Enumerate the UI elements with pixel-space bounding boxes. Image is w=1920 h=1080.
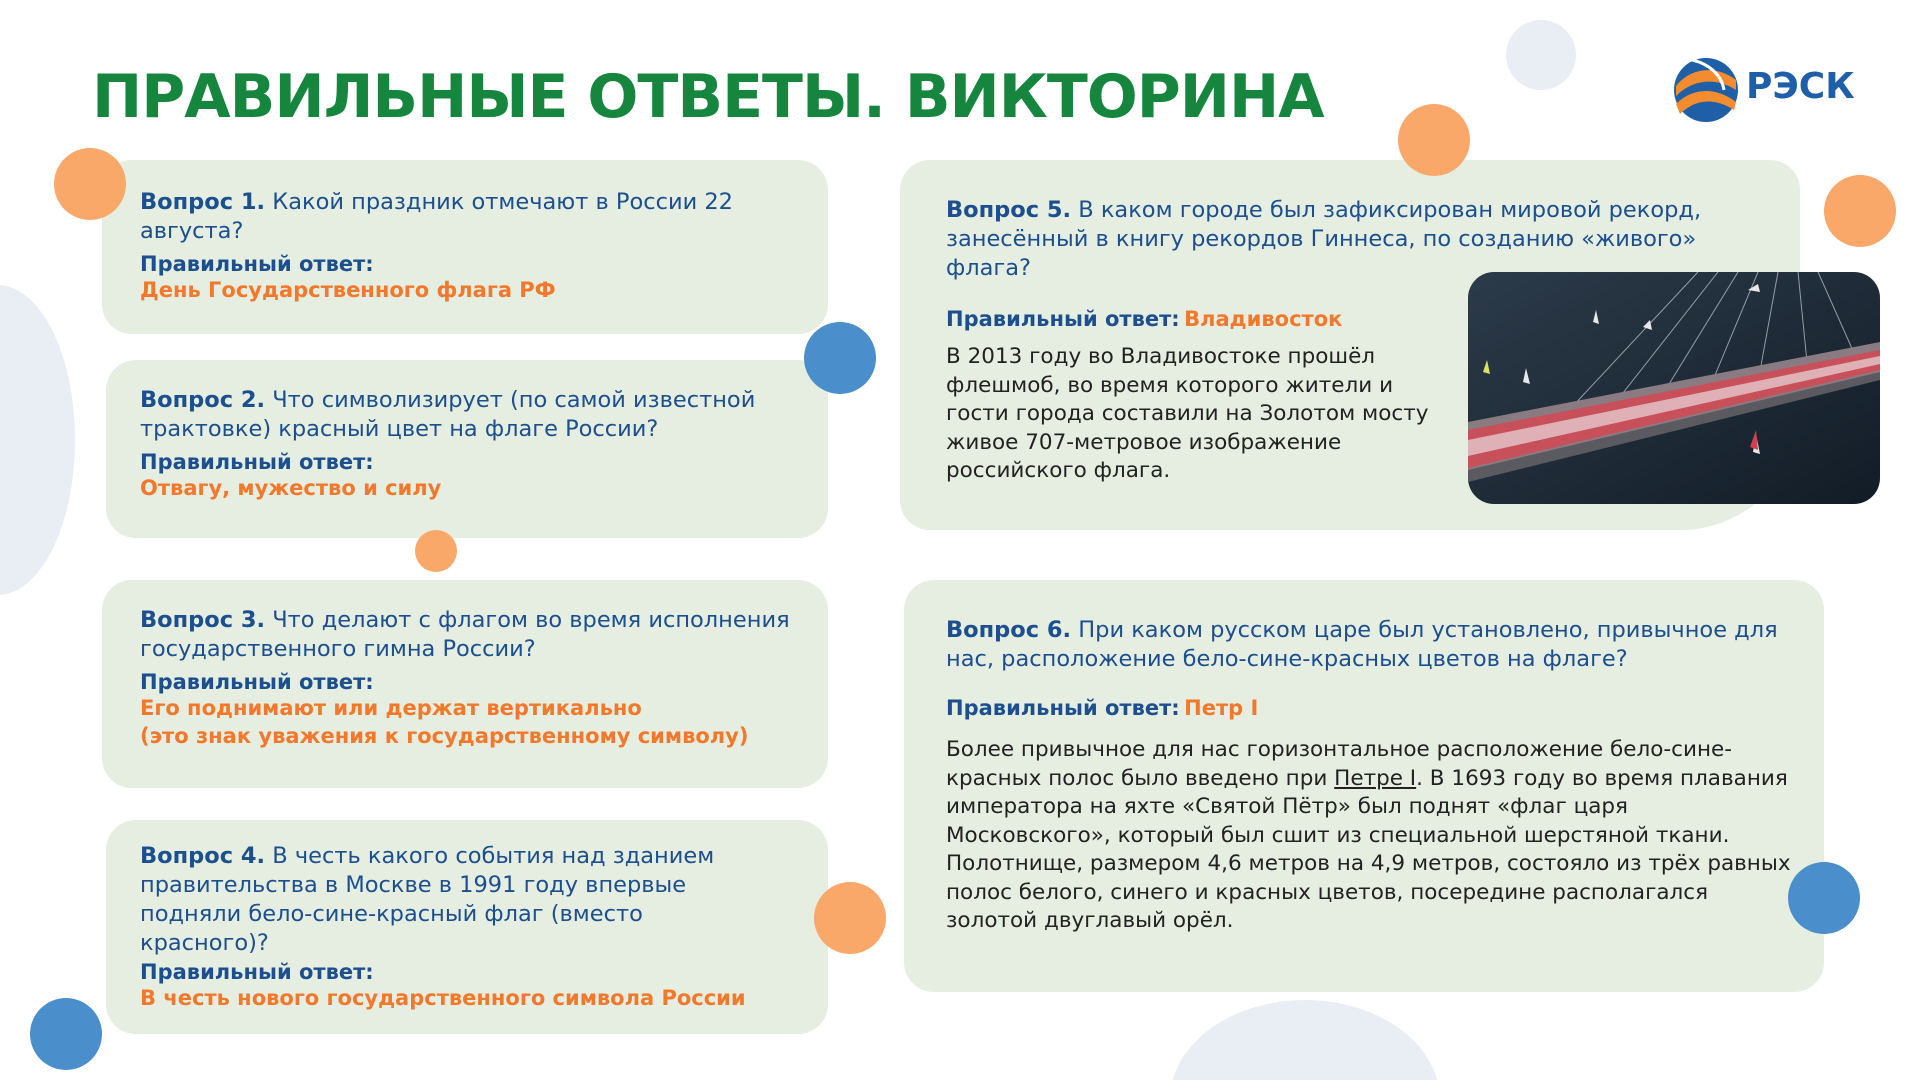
question-text: Вопрос 3. Что делают с флагом во время исполнения государственного гимна России? — [140, 607, 790, 662]
company-logo — [1672, 52, 1862, 128]
question-text: Вопрос 6. При каком русском царе был установлено, привычное для нас, расположение бело-сине-красных цветов на флаге? — [946, 617, 1778, 672]
decor-circle-orange-5 — [1824, 175, 1896, 247]
answer-text: Отвагу, мужество и силу — [140, 476, 442, 500]
decor-circle-blue-1 — [804, 322, 876, 394]
answer-description: Более привычное для нас горизонтальное расположение бело-сине-красных полос было введено при Петре I. В 1693 году во время плавания императора на яхте «Святой Пётр» был поднят «флаг царя Московского», который был сшит из специальной шерстяной ткани. Полотнище, размером 4,6 метров на 4,9 метров, состояло из трёх равных полос белого, синего и красных цветов, посередине располагался золотой двуглавый орёл. — [946, 737, 1791, 933]
decor-circle-pale-bottom — [1170, 1000, 1440, 1080]
decor-circle-orange-1 — [54, 148, 126, 220]
decor-circle-orange-4 — [1398, 104, 1470, 176]
answer-label: Правильный ответ: — [140, 450, 374, 474]
answer-label: Правильный ответ: — [140, 252, 374, 276]
answer-text: В честь нового государственного символа России — [140, 986, 746, 1010]
answer-label: Правильный ответ: — [140, 670, 374, 694]
answer-text: Его поднимают или держат вертикально — [140, 696, 642, 720]
answer-text: Владивосток — [1184, 307, 1343, 331]
answer-text: Петр I — [1184, 696, 1259, 720]
logo-text: РЭСК — [1746, 66, 1855, 107]
question-text: Вопрос 2. Что символизирует (по самой известной трактовке) красный цвет на флаге России? — [140, 387, 756, 442]
answer-label: Правильный ответ: — [140, 960, 374, 984]
question-card-2 — [106, 360, 828, 538]
decor-circle-orange-3 — [814, 882, 886, 954]
question-text: Вопрос 1. Какой праздник отмечают в России 22 августа? — [140, 189, 734, 244]
decor-circle-blue-3 — [1788, 862, 1860, 934]
bridge-photo-illustration — [1468, 272, 1880, 504]
logo-globe-icon — [1672, 56, 1740, 124]
question-text: Вопрос 5. В каком городе был зафиксирован мировой рекорд, занесённый в книгу рекордов Гиннеса, по созданию «живого» флага? — [946, 197, 1702, 281]
decor-circle-pale-left — [0, 285, 75, 595]
question-card-4 — [106, 820, 828, 1034]
peter-link[interactable]: Петре I — [1334, 765, 1417, 791]
decor-circle-pale-top — [1506, 20, 1576, 90]
question-card-3 — [102, 580, 828, 788]
decor-circle-orange-2 — [415, 530, 457, 572]
golden-bridge-photo — [1468, 272, 1880, 504]
question-card-1 — [102, 160, 828, 334]
page-title: ПРАВИЛЬНЫЕ ОТВЕТЫ. ВИКТОРИНА — [92, 62, 1324, 132]
answer-text-line2: (это знак уважения к государственному символу) — [140, 724, 749, 748]
answer-text: День Государственного флага РФ — [140, 278, 556, 302]
answer-row: Правильный ответ: Владивосток — [946, 307, 1343, 331]
answer-description: В 2013 году во Владивостоке прошёл флешмоб, во время которого жители и гости города составили на Золотом мосту живое 707-метровое изображение российского флага. — [946, 344, 1429, 483]
decor-circle-blue-2 — [30, 998, 102, 1070]
answer-row: Правильный ответ: Петр I — [946, 696, 1259, 720]
question-card-6 — [904, 580, 1824, 992]
question-text: Вопрос 4. В честь какого события над зданием правительства в Москве в 1991 году впервые подняли бело-сине-красный флаг (вместо красного)? — [140, 843, 715, 956]
